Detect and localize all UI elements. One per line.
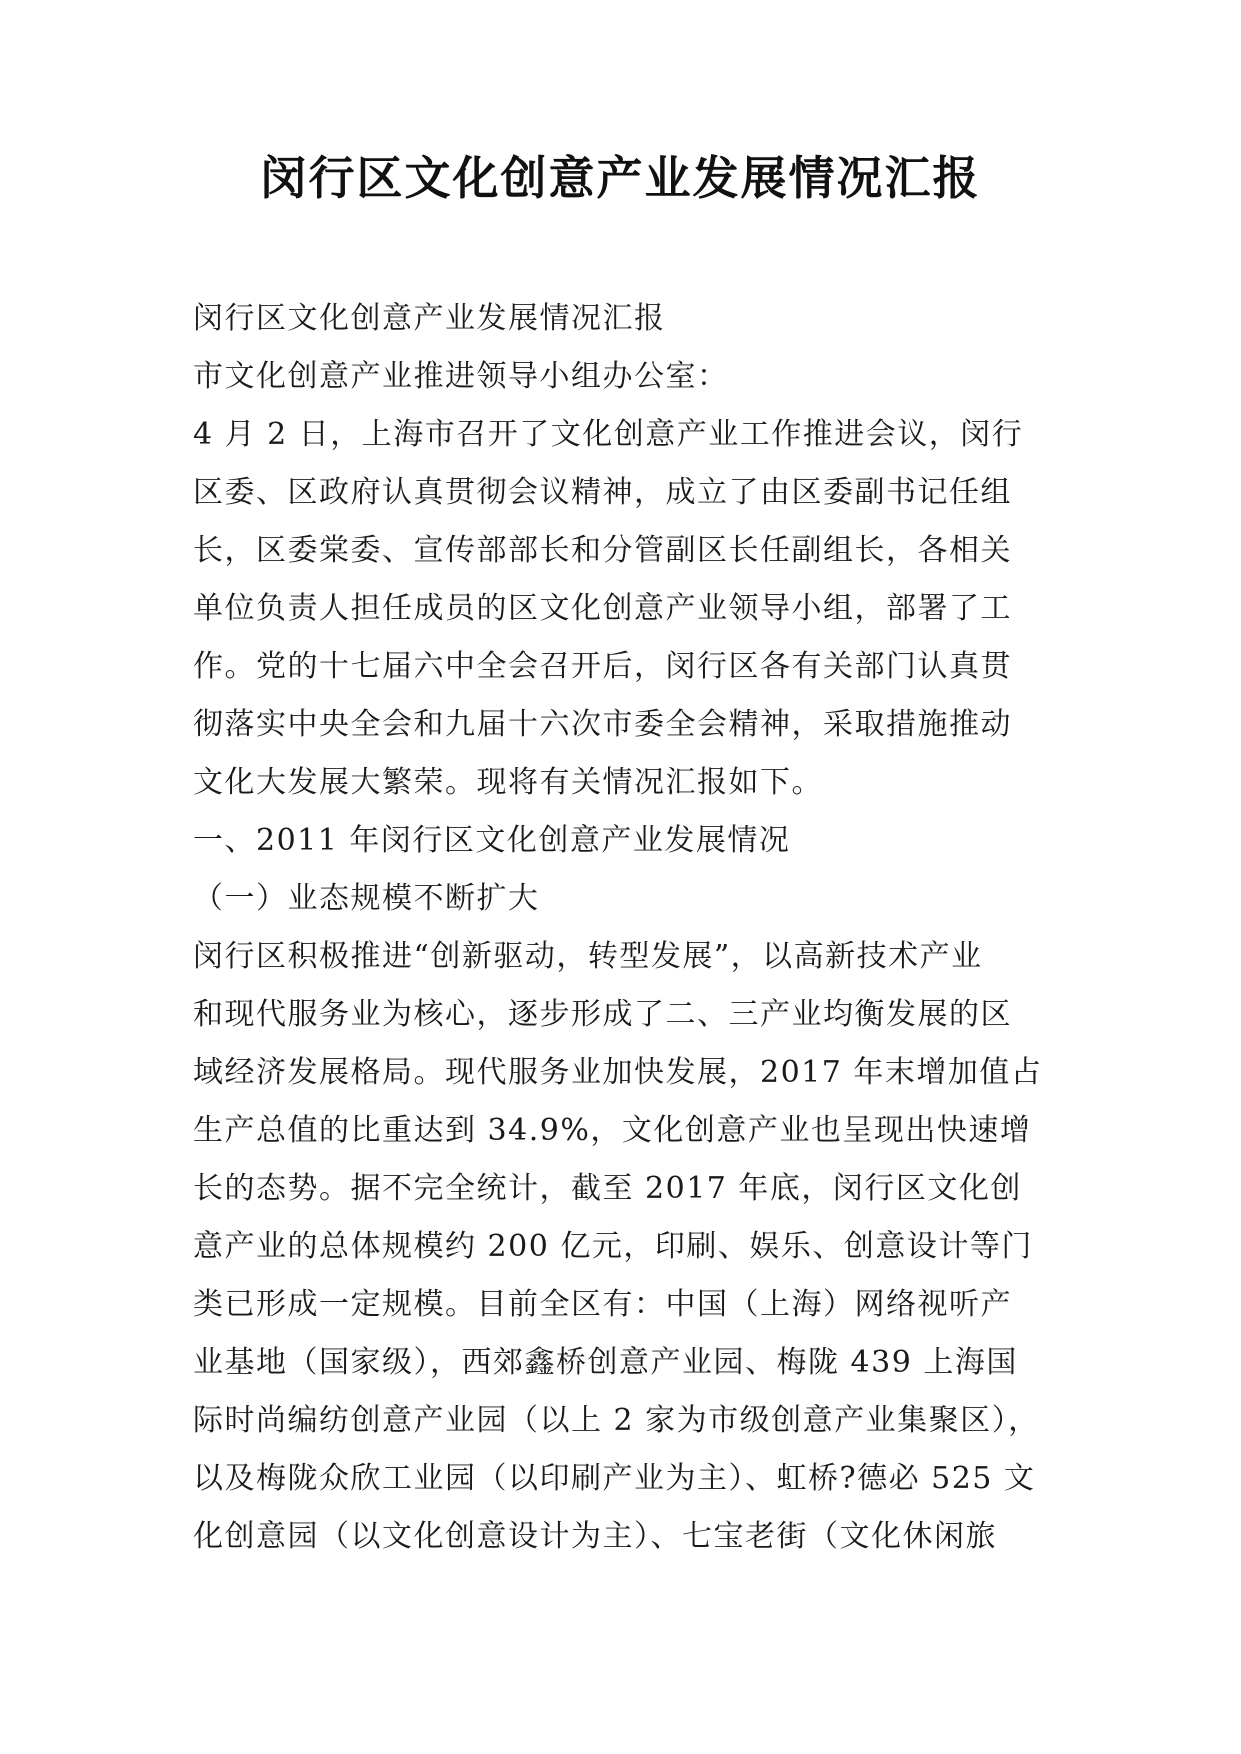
body-line: 长的态势。据不完全统计，截至 2017 年底，闵行区文化创 <box>193 1171 1022 1206</box>
body-line: 化创意园（以文化创意设计为主）、七宝老街（文化休闲旅 <box>193 1519 997 1554</box>
body-line: 以及梅陇众欣工业园（以印刷产业为主）、虹桥?德必 525 文 <box>193 1461 1036 1496</box>
subsection-heading: （一）业态规模不断扩大 <box>193 881 540 916</box>
body-line: 作。党的十七届六中全会召开后，闵行区各有关部门认真贯 <box>193 649 1012 684</box>
body-line: 闵行区文化创意产业发展情况汇报 <box>193 301 666 336</box>
body-line: 单位负责人担任成员的区文化创意产业领导小组，部署了工 <box>193 591 1012 626</box>
body-line: 类已形成一定规模。目前全区有：中国（上海）网络视听产 <box>193 1287 1012 1322</box>
body-line: 长，区委棠委、宣传部部长和分管副区长任副组长，各相关 <box>193 533 1012 568</box>
body-line: 域经济发展格局。现代服务业加快发展，2017 年末增加值占 <box>193 1055 1043 1090</box>
body-line: 生产总值的比重达到 34.9%，文化创意产业也呈现出快速增 <box>193 1113 1032 1148</box>
document-body <box>193 290 1063 1566</box>
body-line: 4 月 2 日，上海市召开了文化创意产业工作推进会议，闵行 <box>193 417 1024 452</box>
body-line: 闵行区积极推进“创新驱动，转型发展”，以高新技术产业 <box>193 939 983 974</box>
body-line: 文化大发展大繁荣。现将有关情况汇报如下。 <box>193 765 823 800</box>
body-line: 际时尚编纺创意产业园（以上 2 家为市级创意产业集聚区）， <box>193 1403 1040 1438</box>
body-line: 区委、区政府认真贯彻会议精神，成立了由区委副书记任组 <box>193 475 1012 510</box>
body-line: 业基地（国家级），西郊鑫桥创意产业园、梅陇 439 上海国 <box>193 1345 1018 1380</box>
body-line: 彻落实中央全会和九届十六次市委全会精神，采取措施推动 <box>193 707 1012 742</box>
body-line: 意产业的总体规模约 200 亿元，印刷、娱乐、创意设计等门 <box>193 1229 1033 1264</box>
body-line: 市文化创意产业推进领导小组办公室： <box>193 359 729 394</box>
document-title: 闵行区文化创意产业发展情况汇报 <box>260 151 981 205</box>
section-heading: 一、2011 年闵行区文化创意产业发展情况 <box>193 823 791 858</box>
body-line: 和现代服务业为核心，逐步形成了二、三产业均衡发展的区 <box>193 997 1012 1032</box>
